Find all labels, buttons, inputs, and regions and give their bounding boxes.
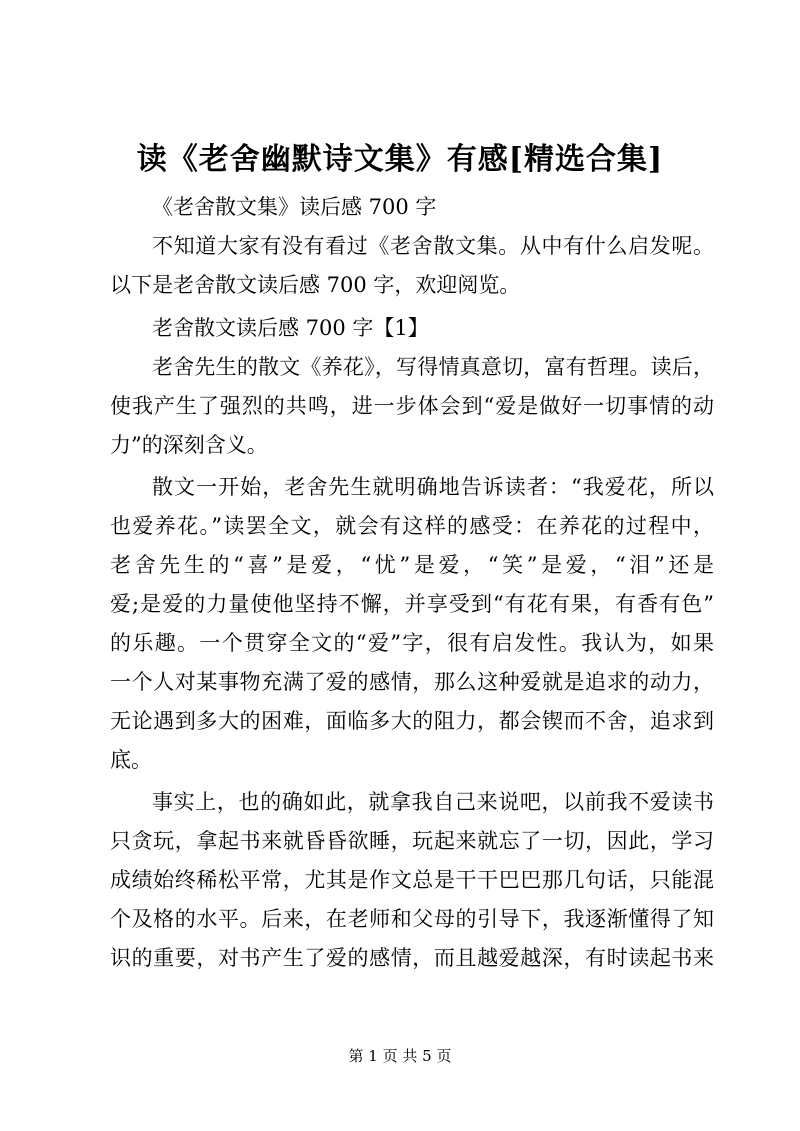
- paragraph-line: 识的重要，对书产生了爱的感情，而且越爱越深，有时读起书来: [110, 946, 714, 970]
- section-heading: 老舍散文读后感 700 字【1】: [152, 316, 429, 340]
- subtitle: 《老舍散文集》读后感 700 字: [152, 195, 437, 219]
- paragraph-line: 无论遇到多大的困难，面临多大的阻力，都会锲而不舍，追求到: [110, 709, 714, 733]
- paragraph-intro: [110, 227, 714, 305]
- paragraph-line: 使我产生了强烈的共鸣，进一步体会到“爱是做好一切事情的动: [110, 394, 714, 418]
- paragraph-line: 以下是老舍散文读后感 700 字，欢迎阅览。: [110, 273, 521, 297]
- paragraph-line: 底。: [110, 748, 152, 772]
- paragraph-line: 的乐趣。一个贯穿全文的“爱”字，很有启发性。我认为，如果: [110, 631, 714, 655]
- paragraph-line: 也爱养花。”读罢全文，就会有这样的感受：在养花的过程中，: [110, 514, 714, 538]
- document-body: [110, 187, 714, 978]
- paragraph-line: 爱;是爱的力量使他坚持不懈，并享受到“有花有果，有香有色”: [110, 592, 714, 616]
- paragraph-line: 不知道大家有没有看过《老舍散文集。从中有什么启发呢。: [152, 234, 714, 258]
- paragraph-line: 成绩始终稀松平常，尤其是作文总是干干巴巴那几句话，只能混: [110, 868, 714, 892]
- paragraph-line: 力”的深刻含义。: [110, 433, 268, 457]
- page-number-footer: 第 1 页 共 5 页: [348, 1047, 452, 1065]
- paragraph: [110, 783, 714, 978]
- paragraph-line: 事实上，也的确如此，就拿我自己来说吧，以前我不爱读书: [152, 790, 714, 814]
- paragraph-line: 一个人对某事物充满了爱的感情，那么这种爱就是追求的动力，: [110, 670, 714, 694]
- paragraph-line: 老舍先生的散文《养花》，写得情真意切，富有哲理。读后，: [152, 355, 714, 379]
- paragraph-line: 只贪玩，拿起书来就昏昏欲睡，玩起来就忘了一切，因此，学习: [110, 829, 714, 853]
- paragraph-line: 个及格的水平。后来，在老师和父母的引导下，我逐渐懂得了知: [110, 907, 714, 931]
- paragraph: [110, 468, 714, 780]
- document-title: 读《老舍幽默诗文集》有感[精选合集]: [136, 142, 664, 177]
- paragraph-line: 老舍先生的“喜”是爱，“忧”是爱，“笑”是爱，“泪”还是: [110, 553, 714, 577]
- paragraph-line: 散文一开始，老舍先生就明确地告诉读者：“我爱花，所以: [152, 475, 714, 499]
- paragraph: [110, 348, 714, 465]
